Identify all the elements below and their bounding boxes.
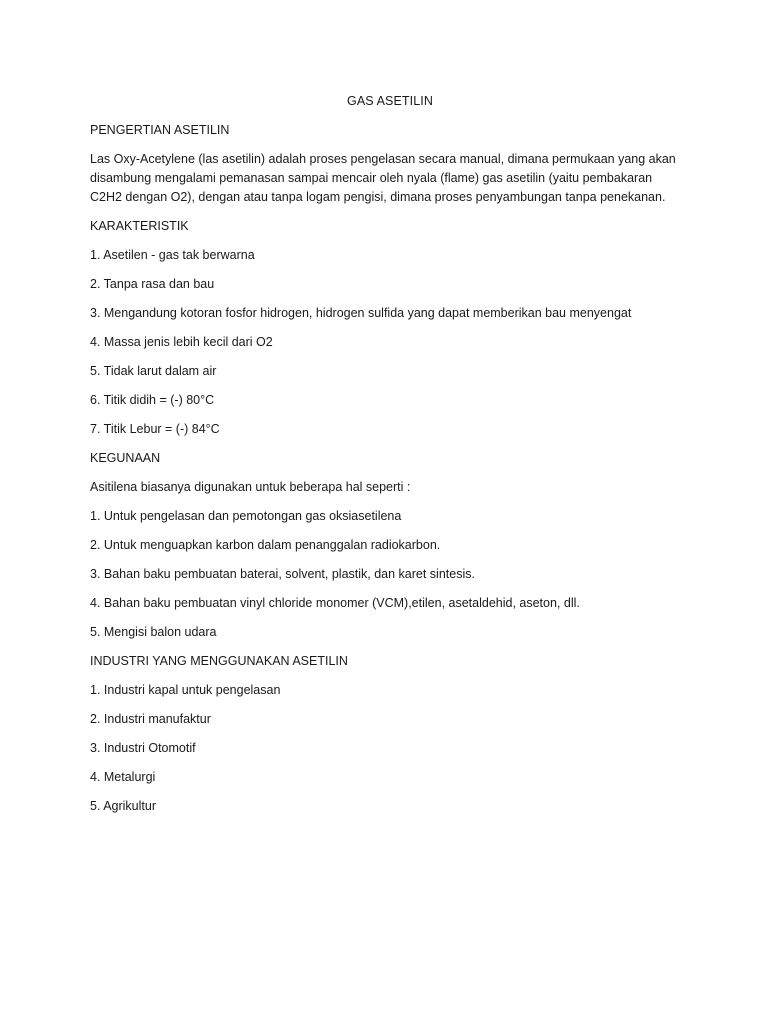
list-item: 3. Bahan baku pembuatan baterai, solvent, plastik, dan karet sintesis. [90, 567, 475, 581]
section-heading-industri: INDUSTRI YANG MENGGUNAKAN ASETILIN [90, 654, 348, 668]
list-item: 5. Mengisi balon udara [90, 625, 217, 639]
paragraph-line: disambung mengalami pemanasan sampai mencair oleh nyala (flame) gas asetilin (yaitu pembakaran [90, 171, 653, 185]
section-heading-karakteristik: KARAKTERISTIK [90, 219, 189, 233]
list-item: 4. Bahan baku pembuatan vinyl chloride monomer (VCM),etilen, asetaldehid, aseton, dll. [90, 596, 580, 610]
section-heading-pengertian: PENGERTIAN ASETILIN [90, 123, 230, 137]
list-item: 3. Industri Otomotif [90, 741, 196, 755]
list-item: 2. Tanpa rasa dan bau [90, 277, 215, 291]
document-title: GAS ASETILIN [347, 94, 433, 108]
list-item: 4. Massa jenis lebih kecil dari O2 [90, 335, 273, 349]
list-item: 3. Mengandung kotoran fosfor hidrogen, hidrogen sulfida yang dapat memberikan bau menyengat [90, 306, 632, 320]
list-item: 5. Tidak larut dalam air [90, 364, 217, 378]
list-item: 5. Agrikultur [90, 799, 157, 813]
paragraph-line: Las Oxy-Acetylene (las asetilin) adalah proses pengelasan secara manual, dimana permukaan yang akan [90, 152, 676, 166]
list-item: 6. Titik didih = (-) 80°C [90, 393, 215, 407]
list-item: 1. Industri kapal untuk pengelasan [90, 683, 281, 697]
paragraph-line: C2H2 dengan O2), dengan atau tanpa logam pengisi, dimana proses penyambungan tanpa penekanan. [90, 190, 666, 204]
pengertian-paragraph [90, 150, 690, 207]
section-heading-kegunaan: KEGUNAAN [90, 451, 161, 465]
document-page [90, 92, 690, 826]
kegunaan-intro: Asitilena biasanya digunakan untuk beberapa hal seperti : [90, 480, 411, 494]
list-item: 1. Asetilen - gas tak berwarna [90, 248, 255, 262]
list-item: 2. Industri manufaktur [90, 712, 211, 726]
list-item: 7. Titik Lebur = (-) 84°C [90, 422, 220, 436]
list-item: 4. Metalurgi [90, 770, 156, 784]
list-item: 2. Untuk menguapkan karbon dalam penanggalan radiokarbon. [90, 538, 441, 552]
list-item: 1. Untuk pengelasan dan pemotongan gas oksiasetilena [90, 509, 402, 523]
